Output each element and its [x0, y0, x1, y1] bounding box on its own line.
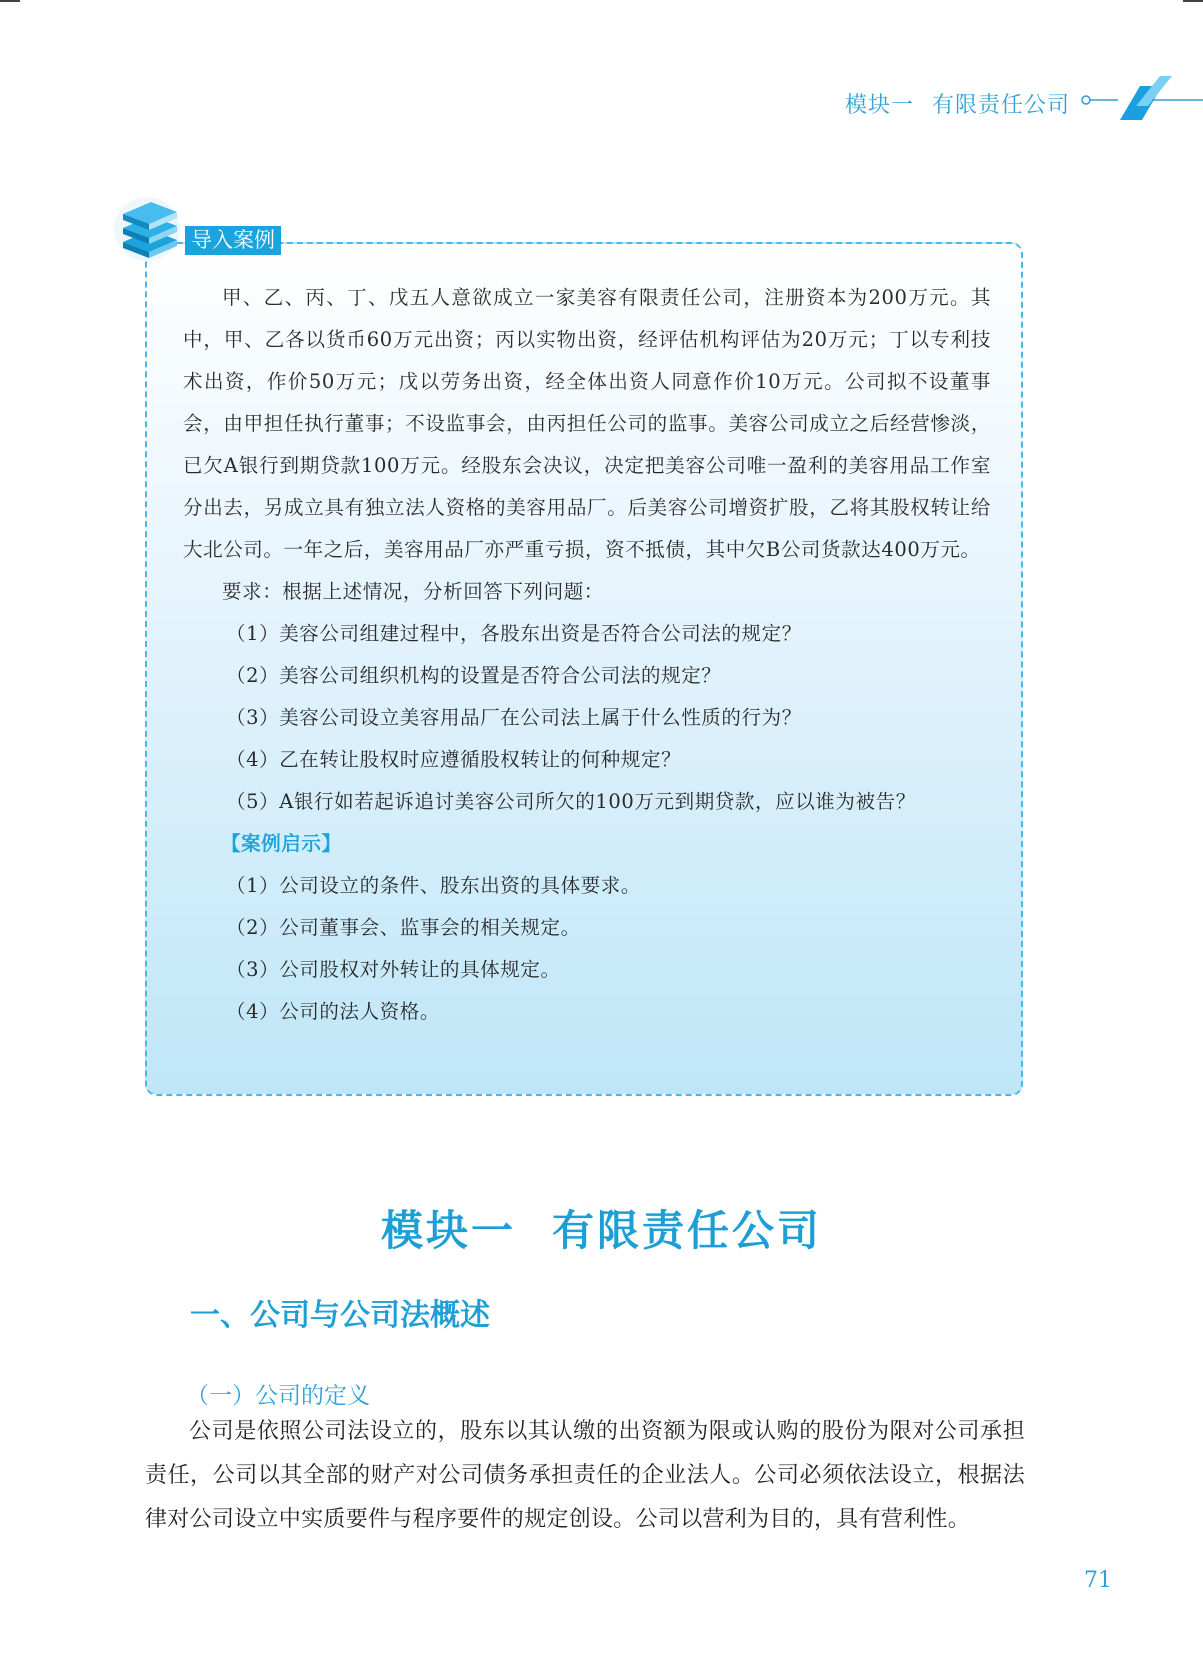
book-stack-icon [113, 196, 185, 262]
sub-heading: （一）公司的定义 [186, 1383, 370, 1409]
crop-mark-right [1183, 0, 1203, 2]
module-title-text: 有限责任公司 [552, 1206, 823, 1255]
case-question: （3）美容公司设立美容用品厂在公司法上属于什么性质的行为？ [226, 706, 802, 729]
running-header [845, 88, 1070, 119]
running-header-module: 模块一 [845, 93, 915, 118]
case-insight: （1）公司设立的条件、股东出资的具体要求。 [226, 874, 642, 897]
case-insight: （4）公司的法人资格。 [226, 1000, 441, 1023]
case-insight-heading: 【案例启示】 [221, 832, 342, 855]
case-requirement: 要求：根据上述情况，分析回答下列问题： [222, 580, 604, 603]
crop-mark-left [0, 0, 20, 2]
case-tag: 导入案例 [185, 226, 281, 255]
case-question: （2）美容公司组织机构的设置是否符合公司法的规定？ [226, 664, 722, 687]
case-paragraph: 甲、乙、丙、丁、戊五人意欲成立一家美容有限责任公司，注册资本为200万元。其中，甲、乙各以货币60万元出资；丙以实物出资，经评估机构评估为20万元；丁以专利技术出资，作价50万元；戊以劳务出资，经全体出资人同意作价10万元。公司拟不设董事会，由甲担任执行董事；不设监事会，由丙担任公司的监事。美容公司成立之后经营惨淡，已欠A银行到期贷款100万元。经股东会决议，决定把美容公司唯一盈利的美容用品工作室分出去，另成立具有独立法人资格的美容用品厂。后美容公司增资扩股，乙将其股权转让给大北公司。一年之后，美容用品厂亦严重亏损，资不抵债，其中欠B公司货款达400万元。 [183, 286, 991, 561]
case-question: （5）A银行如若起诉追讨美容公司所欠的100万元到期贷款，应以谁为被告？ [226, 790, 916, 813]
case-text [183, 277, 991, 1033]
case-insight: （3）公司股权对外转让的具体规定。 [226, 958, 561, 981]
case-question: （1）美容公司组建过程中，各股东出资是否符合公司法的规定？ [226, 622, 802, 645]
section-heading: 一、公司与公司法概述 [190, 1298, 490, 1333]
header-ornament-icon [1080, 76, 1203, 122]
running-header-title: 有限责任公司 [932, 93, 1071, 118]
page-number: 71 [1084, 1568, 1112, 1593]
case-question: （4）乙在转让股权时应遵循股权转让的何种规定？ [226, 748, 682, 771]
module-title [0, 1198, 1203, 1258]
body-paragraph: 公司是依照公司法设立的，股东以其认缴的出资额为限或认购的股份为限对公司承担责任，公司以其全部的财产对公司债务承担责任的企业法人。公司必须依法设立，根据法律对公司设立中实质要件与程序要件的规定创设。公司以营利为目的，具有营利性。 [145, 1419, 1025, 1532]
module-title-module: 模块一 [380, 1206, 516, 1255]
case-insight: （2）公司董事会、监事会的相关规定。 [226, 916, 581, 939]
